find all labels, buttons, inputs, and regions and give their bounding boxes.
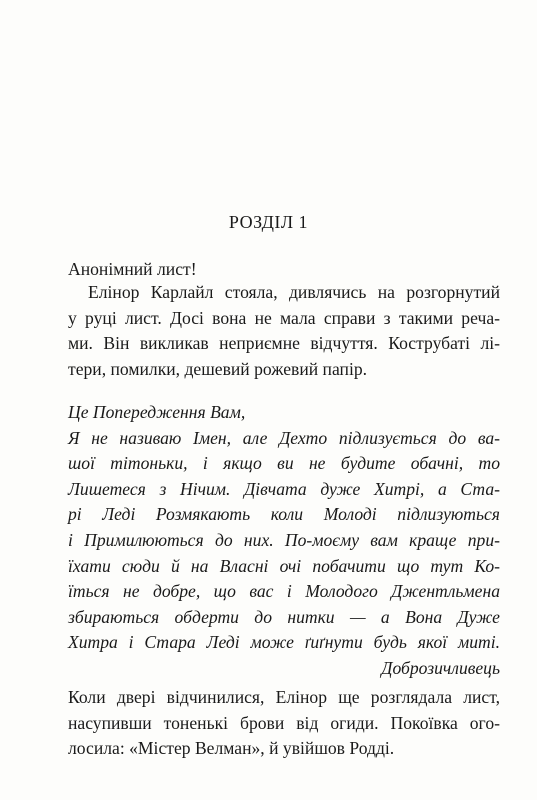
letter-line: Це Попередження Вам, <box>68 402 246 422</box>
letter-line: збираються обдерти до нитки — а Вона Дуже <box>68 606 500 627</box>
anonymous-letter <box>68 400 500 682</box>
paragraph-closing <box>68 685 500 762</box>
letter-line: Хитра і Стара Леді може ґиґнути будь якої миті. <box>68 632 500 653</box>
letter-line: рі Леді Розмякають коли Молоді підлизуються <box>68 504 500 525</box>
text-line: ми. Він викликав неприємне відчуття. Кострубаті лі- <box>68 333 500 354</box>
letter-line: і Примилюються до них. По-моєму вам краще при- <box>68 529 500 550</box>
text-line: тери, помилки, дешевий рожевий папір. <box>68 358 368 379</box>
text-line: Елінор Карлайл стояла, дивлячись на розгорнутий <box>88 282 500 302</box>
letter-signature: Доброзичливець <box>381 657 500 678</box>
chapter-title: РОЗДІЛ 1 <box>228 212 309 232</box>
letter-line: Я не називаю Імен, але Дехто підлизується до ва- <box>68 427 500 448</box>
paragraph-narration <box>68 280 500 382</box>
text-line: лосила: «Містер Велман», й увійшов Родді. <box>68 738 395 759</box>
letter-line: шої тітоньки, і якщо ви не будите обачні, то <box>68 453 500 474</box>
letter-line: їться не добре, що вас і Молодого Джентльмена <box>68 581 500 602</box>
text-line: Анонімний лист! <box>68 259 197 279</box>
letter-line: їхати сюди й на Власні очі побачити що тут Ко- <box>68 555 500 576</box>
letter-line: Лишетеся з Нічим. Дівчата дуже Хитрі, а Ста- <box>68 478 500 499</box>
text-line: у руці лист. Досі вона не мала справи з такими реча- <box>68 307 500 328</box>
text-line: Коли двері відчинилися, Елінор ще розглядала лист, <box>68 687 500 707</box>
text-line: насупивши тоненькі брови від огиди. Покоївка ого- <box>68 712 500 733</box>
paragraph-exclamation <box>68 257 500 283</box>
